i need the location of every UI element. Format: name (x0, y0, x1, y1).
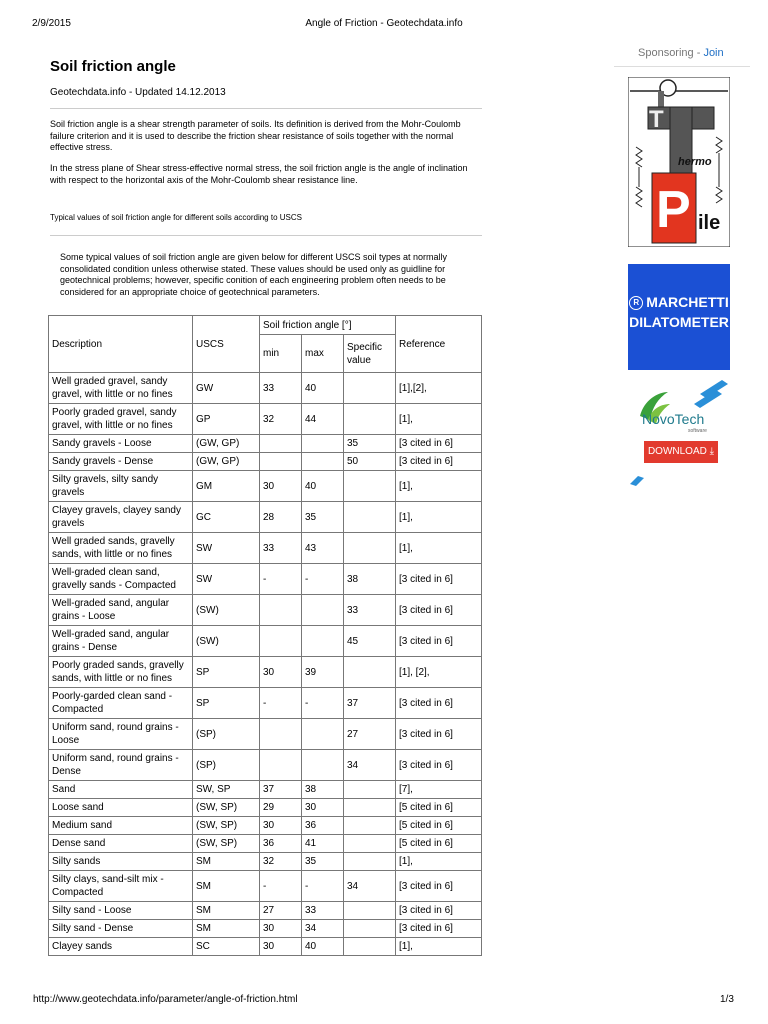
cell-max: 33 (302, 902, 344, 920)
cell-description: Sandy gravels - Loose (49, 435, 193, 453)
cell-max (302, 626, 344, 657)
cell-min: 30 (260, 471, 302, 502)
header-max: max (302, 335, 344, 373)
cell-uscs: SM (193, 871, 260, 902)
table-row (49, 817, 482, 835)
cell-description: Loose sand (49, 799, 193, 817)
cell-uscs: (SW, SP) (193, 835, 260, 853)
cell-description: Sandy gravels - Dense (49, 453, 193, 471)
table-row (49, 781, 482, 799)
cell-specific-value (344, 835, 396, 853)
cell-uscs: SM (193, 853, 260, 871)
cell-specific-value: 38 (344, 564, 396, 595)
cell-specific-value (344, 502, 396, 533)
cell-min: 30 (260, 938, 302, 956)
cell-min: 36 (260, 835, 302, 853)
table-row (49, 533, 482, 564)
cell-specific-value: 35 (344, 435, 396, 453)
print-date: 2/9/2015 (32, 18, 71, 29)
cell-max: 34 (302, 920, 344, 938)
cell-uscs: SP (193, 688, 260, 719)
cell-reference: [1],[2], (396, 373, 482, 404)
cell-uscs: (SW, SP) (193, 799, 260, 817)
cell-reference: [1], [2], (396, 657, 482, 688)
table-row (49, 626, 482, 657)
novotech-ad[interactable] (630, 378, 736, 488)
novotech-logo (630, 378, 736, 488)
cell-reference: [1], (396, 533, 482, 564)
registered-icon: R (629, 296, 643, 310)
cell-uscs: (GW, GP) (193, 435, 260, 453)
cell-description: Medium sand (49, 817, 193, 835)
cell-specific-value (344, 920, 396, 938)
cell-reference: [3 cited in 6] (396, 626, 482, 657)
print-url: http://www.geotechdata.info/parameter/angle-of-friction.html (33, 994, 298, 1005)
cell-min: 32 (260, 404, 302, 435)
cell-reference: [1], (396, 938, 482, 956)
sidebar-divider (614, 66, 750, 67)
cell-specific-value: 27 (344, 719, 396, 750)
cell-uscs: (SP) (193, 719, 260, 750)
cell-specific-value: 50 (344, 453, 396, 471)
cell-max: 44 (302, 404, 344, 435)
cell-max: 35 (302, 502, 344, 533)
cell-min (260, 435, 302, 453)
cell-max (302, 595, 344, 626)
cell-min: 32 (260, 853, 302, 871)
table-row (49, 835, 482, 853)
cell-reference: [5 cited in 6] (396, 835, 482, 853)
cell-uscs: (SP) (193, 750, 260, 781)
header-friction-angle: Soil friction angle [°] (260, 316, 396, 335)
cell-max: - (302, 871, 344, 902)
table-row (49, 404, 482, 435)
header-specific-value: Specific value (344, 335, 396, 373)
cell-max (302, 719, 344, 750)
download-icon: ⤓ (709, 446, 715, 457)
cell-reference: [3 cited in 6] (396, 750, 482, 781)
thermopile-logo (628, 77, 730, 247)
cell-specific-value: 34 (344, 750, 396, 781)
cell-min (260, 595, 302, 626)
cell-uscs: GC (193, 502, 260, 533)
cell-reference: [3 cited in 6] (396, 435, 482, 453)
marchetti-line2: DILATOMETER (629, 314, 729, 330)
cell-specific-value: 45 (344, 626, 396, 657)
cell-uscs: (SW) (193, 626, 260, 657)
cell-max: 40 (302, 471, 344, 502)
svg-text:software: software (688, 428, 707, 434)
cell-min: 28 (260, 502, 302, 533)
cell-specific-value (344, 853, 396, 871)
table-row (49, 719, 482, 750)
cell-description: Silty sands (49, 853, 193, 871)
cell-max: - (302, 564, 344, 595)
update-info: Geotechdata.info - Updated 14.12.2013 (50, 87, 226, 98)
cell-max: 30 (302, 799, 344, 817)
svg-text:hermo: hermo (678, 156, 712, 168)
svg-text:ile: ile (698, 212, 721, 234)
cell-reference: [3 cited in 6] (396, 595, 482, 626)
cell-uscs: GW (193, 373, 260, 404)
cell-reference: [3 cited in 6] (396, 902, 482, 920)
cell-max: 43 (302, 533, 344, 564)
cell-specific-value (344, 657, 396, 688)
cell-uscs: (SW, SP) (193, 817, 260, 835)
marchetti-dilatometer-ad[interactable] (628, 264, 730, 370)
intro-paragraph: Some typical values of soil friction angle are given below for different USCS soil types at normally consolidated condition unless otherwise stated. These values should be used only as guidline for geotechnical problems; however, specific conition of each engineering problem often needs to be considered for an appropriate choice of geotechnical parameters. (60, 252, 448, 297)
cell-min: 27 (260, 902, 302, 920)
cell-description: Well-graded sand, angular grains - Loose (49, 595, 193, 626)
table-row (49, 853, 482, 871)
cell-reference: [3 cited in 6] (396, 453, 482, 471)
cell-max: 39 (302, 657, 344, 688)
cell-description: Poorly graded sands, gravelly sands, with little or no fines (49, 657, 193, 688)
cell-description: Well graded gravel, sandy gravel, with little or no fines (49, 373, 193, 404)
table-row (49, 453, 482, 471)
cell-description: Sand (49, 781, 193, 799)
cell-description: Dense sand (49, 835, 193, 853)
cell-uscs: SW (193, 564, 260, 595)
cell-max (302, 435, 344, 453)
marchetti-line1: R MARCHETTI (628, 292, 730, 312)
cell-description: Silty clays, sand-silt mix - Compacted (49, 871, 193, 902)
cell-min: 30 (260, 920, 302, 938)
cell-specific-value (344, 471, 396, 502)
cell-reference: [1], (396, 502, 482, 533)
cell-reference: [5 cited in 6] (396, 799, 482, 817)
cell-min: 30 (260, 657, 302, 688)
cell-uscs: (SW) (193, 595, 260, 626)
cell-description: Poorly-garded clean sand - Compacted (49, 688, 193, 719)
cell-reference: [7], (396, 781, 482, 799)
cell-reference: [1], (396, 853, 482, 871)
join-link[interactable]: Join (703, 47, 724, 59)
header-uscs: USCS (193, 316, 260, 373)
cell-min: 29 (260, 799, 302, 817)
table-row (49, 595, 482, 626)
table-row (49, 799, 482, 817)
cell-min: - (260, 564, 302, 595)
cell-description: Well-graded sand, angular grains - Dense (49, 626, 193, 657)
header-reference: Reference (396, 316, 482, 373)
svg-text:NovoTech: NovoTech (642, 411, 705, 427)
cell-uscs: SP (193, 657, 260, 688)
cell-uscs: GM (193, 471, 260, 502)
cell-max: 38 (302, 781, 344, 799)
cell-uscs: SW (193, 533, 260, 564)
table-row (49, 750, 482, 781)
cell-reference: [3 cited in 6] (396, 920, 482, 938)
cell-description: Poorly graded gravel, sandy gravel, with little or no fines (49, 404, 193, 435)
cell-reference: [3 cited in 6] (396, 688, 482, 719)
cell-specific-value (344, 404, 396, 435)
cell-description: Uniform sand, round grains - Dense (49, 750, 193, 781)
cell-specific-value (344, 781, 396, 799)
cell-reference: [3 cited in 6] (396, 871, 482, 902)
cell-description: Well graded sands, gravelly sands, with little or no fines (49, 533, 193, 564)
cell-uscs: (GW, GP) (193, 453, 260, 471)
cell-reference: [1], (396, 404, 482, 435)
cell-uscs: SM (193, 920, 260, 938)
table-row (49, 435, 482, 453)
cell-description: Clayey sands (49, 938, 193, 956)
cell-description: Silty gravels, silty sandy gravels (49, 471, 193, 502)
cell-min: - (260, 871, 302, 902)
cell-min (260, 750, 302, 781)
table-row (49, 871, 482, 902)
divider (50, 235, 482, 236)
cell-specific-value: 34 (344, 871, 396, 902)
cell-uscs: GP (193, 404, 260, 435)
cell-specific-value (344, 799, 396, 817)
cell-uscs: SW, SP (193, 781, 260, 799)
table-row (49, 657, 482, 688)
cell-description: Silty sand - Dense (49, 920, 193, 938)
cell-description: Well-graded clean sand, gravelly sands - Compacted (49, 564, 193, 595)
print-page-number: 1/3 (720, 994, 734, 1005)
cell-min: 37 (260, 781, 302, 799)
cell-description: Silty sand - Loose (49, 902, 193, 920)
stress-plane-paragraph: In the stress plane of Shear stress-effective normal stress, the soil friction angle is the angle of inclination with respect to the horizontal axis of the Mohr-Coulomb shear resistance line. (50, 163, 468, 185)
sponsoring-label: Sponsoring - Join (638, 47, 724, 59)
thermopile-ad[interactable] (628, 77, 730, 247)
cell-reference: [5 cited in 6] (396, 817, 482, 835)
cell-min: - (260, 688, 302, 719)
cell-description: Clayey gravels, clayey sandy gravels (49, 502, 193, 533)
cell-min (260, 626, 302, 657)
table-row (49, 373, 482, 404)
header-min: min (260, 335, 302, 373)
cell-min (260, 453, 302, 471)
table-row (49, 564, 482, 595)
table-row (49, 920, 482, 938)
table-row (49, 502, 482, 533)
cell-max: 35 (302, 853, 344, 871)
cell-min: 33 (260, 373, 302, 404)
cell-uscs: SC (193, 938, 260, 956)
cell-description: Uniform sand, round grains - Loose (49, 719, 193, 750)
cell-specific-value (344, 533, 396, 564)
table-row (49, 902, 482, 920)
table-header-row (49, 316, 482, 335)
download-button[interactable]: DOWNLOAD ⤓ (644, 441, 718, 463)
cell-specific-value (344, 373, 396, 404)
cell-max (302, 750, 344, 781)
cell-min: 33 (260, 533, 302, 564)
cell-min (260, 719, 302, 750)
cell-specific-value (344, 902, 396, 920)
cell-min: 30 (260, 817, 302, 835)
friction-angle-table (48, 315, 482, 956)
cell-max: 36 (302, 817, 344, 835)
table-caption: Typical values of soil friction angle for different soils according to USCS (50, 213, 302, 222)
print-title: Angle of Friction - Geotechdata.info (305, 18, 463, 29)
definition-paragraph: Soil friction angle is a shear strength parameter of soils. Its definition is derived from the Mohr-Coulomb failure criterion and it is used to describe the friction shear resistance of soils together with the normal effective stress. (50, 119, 461, 152)
divider (50, 108, 482, 109)
cell-reference: [3 cited in 6] (396, 719, 482, 750)
table-row (49, 688, 482, 719)
cell-specific-value: 33 (344, 595, 396, 626)
svg-text:P: P (656, 181, 691, 239)
cell-reference: [1], (396, 471, 482, 502)
cell-reference: [3 cited in 6] (396, 564, 482, 595)
cell-max (302, 453, 344, 471)
cell-specific-value (344, 817, 396, 835)
page-title: Soil friction angle (50, 58, 176, 75)
cell-specific-value: 37 (344, 688, 396, 719)
cell-max: 40 (302, 938, 344, 956)
cell-specific-value (344, 938, 396, 956)
table-row (49, 471, 482, 502)
cell-max: 40 (302, 373, 344, 404)
cell-max: 41 (302, 835, 344, 853)
header-description: Description (49, 316, 193, 373)
cell-uscs: SM (193, 902, 260, 920)
cell-max: - (302, 688, 344, 719)
svg-text:T: T (649, 106, 664, 133)
table-row (49, 938, 482, 956)
